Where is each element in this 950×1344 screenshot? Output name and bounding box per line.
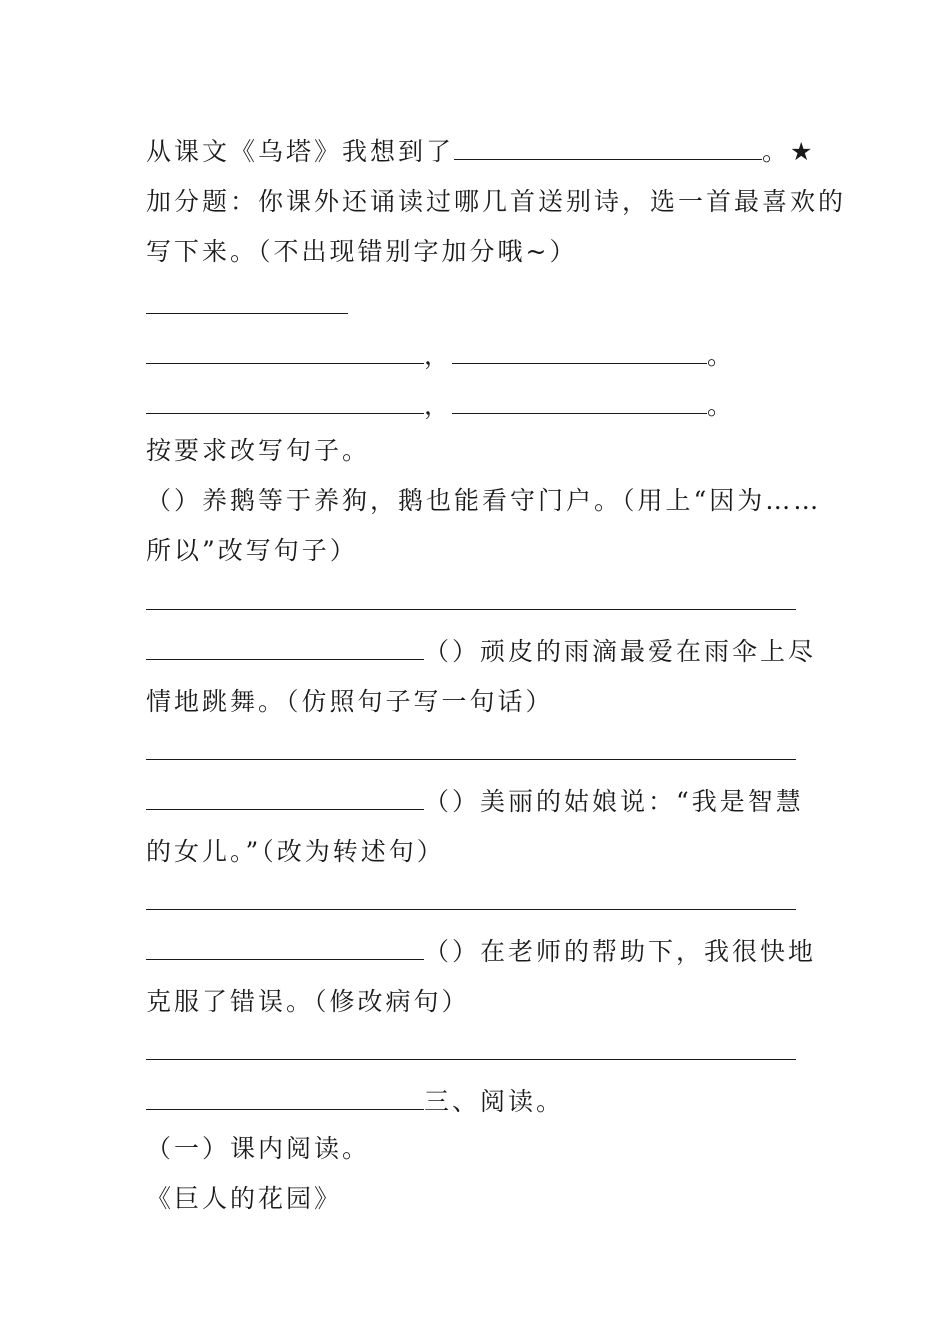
rewrite-item-3-line-1	[146, 786, 804, 818]
poem-line-2-blank-a[interactable]	[146, 391, 424, 414]
poem-line-1-comma: ，	[424, 341, 453, 370]
poem-line-2-blank-b[interactable]	[452, 391, 707, 414]
star-icon: ★	[790, 137, 813, 166]
rewrite-item-4-answer-line[interactable]	[146, 1059, 796, 1060]
rewrite-item-1-answer-blank[interactable]	[146, 637, 424, 660]
rewrite-item-2-text: （）顽皮的雨滴最爱在雨伞上尽	[424, 637, 817, 666]
wuta-question-text: 从课文《乌塔》我想到了	[146, 137, 455, 166]
poem-line-2	[146, 390, 735, 422]
bonus-question-line-2: 写下来。（不出现错别字加分哦~）	[146, 237, 578, 266]
rewrite-item-3-answer-line[interactable]	[146, 909, 796, 910]
rewrite-item-4-text: （）在老师的帮助下，我很快地	[424, 937, 817, 966]
rewrite-item-2-line-2: 情地跳舞。（仿照句子写一句话）	[146, 687, 554, 716]
rewrite-heading: 按要求改写句子。	[146, 436, 371, 465]
rewrite-item-1-line-2: 所以”改写句子）	[146, 536, 358, 565]
rewrite-item-3-line-2: 的女儿。”（改为转述句）	[146, 837, 445, 866]
reading-subheading: （一）课内阅读。	[146, 1134, 371, 1163]
rewrite-item-1-answer-line[interactable]	[146, 609, 796, 610]
poem-line-1-blank-b[interactable]	[452, 341, 707, 364]
wuta-answer-blank[interactable]	[454, 137, 762, 160]
reading-heading-line	[146, 1086, 564, 1118]
wuta-question	[146, 136, 812, 168]
poem-line-1-blank-a[interactable]	[146, 341, 424, 364]
bonus-question-line-1: 加分题：你课外还诵读过哪几首送别诗，选一首最喜欢的	[146, 187, 847, 216]
rewrite-item-3-text: （）美丽的姑娘说：“我是智慧	[424, 787, 804, 816]
rewrite-item-2-answer-blank[interactable]	[146, 787, 424, 810]
rewrite-item-3-answer-blank[interactable]	[146, 937, 424, 960]
poem-line-2-comma: ，	[424, 391, 453, 420]
rewrite-item-2-answer-line[interactable]	[146, 759, 796, 760]
wuta-question-period: 。	[762, 137, 791, 166]
reading-heading: 三、阅读。	[424, 1087, 565, 1116]
rewrite-item-4-line-1	[146, 936, 816, 968]
poem-line-1	[146, 340, 735, 372]
rewrite-item-2-line-1	[146, 636, 816, 668]
poem-line-1-period: 。	[707, 341, 736, 370]
poem-line-2-period: 。	[707, 391, 736, 420]
rewrite-item-1-line-1: （）养鹅等于养狗，鹅也能看守门户。（用上“因为……	[146, 486, 822, 515]
reading-passage-title: 《巨人的花园》	[146, 1184, 343, 1213]
poem-title-blank[interactable]	[146, 313, 348, 314]
rewrite-item-4-line-2: 克服了错误。（修改病句）	[146, 987, 470, 1016]
rewrite-item-4-answer-blank[interactable]	[146, 1087, 424, 1110]
